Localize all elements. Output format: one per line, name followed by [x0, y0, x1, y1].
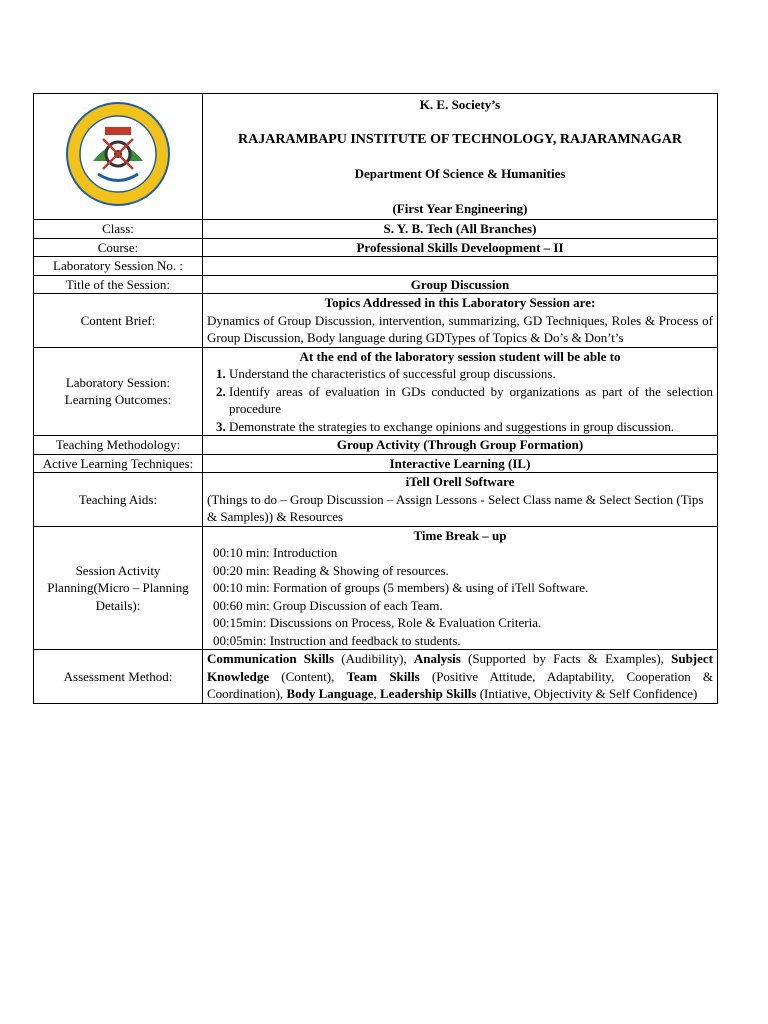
active-learning-label: Active Learning Techniques: [34, 454, 203, 473]
assessment-skill: Communication Skills [207, 651, 335, 666]
session-no-label: Laboratory Session No. : [34, 257, 203, 276]
planning-label: Session Activity Planning(Micro – Planning Details): [34, 526, 203, 650]
assessment-skill: Team Skills [346, 668, 420, 684]
assessment-detail: (Supported by Facts & Examples), [460, 651, 672, 666]
methodology-label: Teaching Methodology: [34, 436, 203, 455]
content-row [34, 294, 718, 348]
assessment-skill: Leadership Skills [380, 686, 477, 701]
logo-cell [34, 94, 203, 220]
header-text-cell [203, 94, 718, 220]
assessment-skill: Subject Knowledge [207, 651, 713, 684]
list-item: 00:10 min: Introduction [213, 545, 338, 560]
list-item: 00:15min: Discussions on Process, Role & Evaluation Criteria. [213, 615, 542, 630]
outcomes-label-line2: Learning Outcomes: [64, 392, 172, 408]
planning-cell [203, 526, 718, 650]
list-item: 1. Understand the characteristics of successful group discussions. [229, 365, 713, 383]
planning-row [34, 526, 718, 650]
institute-seal-icon [63, 99, 173, 209]
list-item: 00:60 min: Group Discussion of each Team. [213, 597, 443, 613]
active-learning-row [34, 454, 718, 473]
teaching-aids-label: Teaching Aids: [34, 473, 203, 527]
session-no-row [34, 257, 718, 276]
outcomes-cell [203, 347, 718, 436]
list-item: 3. Demonstrate the strategies to exchange opinions and suggestions in group discussion. [229, 418, 713, 436]
class-value: S. Y. B. Tech (All Branches) [203, 220, 718, 239]
course-row [34, 238, 718, 257]
outcomes-label [34, 347, 203, 436]
institute-name: RAJARAMBAPU INSTITUTE OF TECHNOLOGY, RAJARAMNAGAR [237, 131, 682, 147]
assessment-skill: Body Language [286, 686, 374, 701]
content-cell [203, 294, 718, 348]
list-item: 2. Identify areas of evaluation in GDs conducted by organizations as part of the selection procedure [229, 383, 713, 418]
assessment-label: Assessment Method: [34, 650, 203, 704]
course-value: Professional Skills Develoopment – II [203, 238, 718, 257]
active-learning-value: Interactive Learning (IL) [203, 454, 718, 473]
methodology-value: Group Activity (Through Group Formation) [203, 436, 718, 455]
society-name: K. E. Society’s [419, 97, 501, 112]
title-row [34, 275, 718, 294]
content-heading: Topics Addressed in this Laboratory Session are: [324, 295, 596, 310]
class-row [34, 220, 718, 239]
session-no-value [203, 257, 718, 276]
planning-heading: Time Break – up [413, 527, 507, 543]
list-item: 00:05min: Instruction and feedback to students. [213, 632, 461, 648]
methodology-row [34, 436, 718, 455]
list-item: 00:20 min: Reading & Showing of resources. [213, 562, 449, 578]
assessment-skill: Analysis [413, 651, 461, 666]
assessment-detail: (Positive Attitude, Adaptability, Cooperation & Coordination), [207, 668, 713, 701]
teaching-aids-heading: iTell Orell Software [405, 474, 515, 489]
course-label: Course: [34, 238, 203, 257]
outcomes-label-line1: Laboratory Session: [65, 374, 171, 390]
outcomes-row [34, 347, 718, 436]
assessment-text [203, 650, 718, 704]
header-row [34, 94, 718, 220]
title-label: Title of the Session: [34, 275, 203, 294]
year-label: (First Year Engineering) [392, 200, 528, 216]
teaching-aids-row [34, 473, 718, 527]
department-name: Department Of Science & Humanities [354, 166, 566, 181]
assessment-detail: (Audibility), [334, 651, 414, 666]
outcomes-heading: At the end of the laboratory session student will be able to [299, 348, 621, 364]
content-label: Content Brief: [34, 294, 203, 348]
assessment-detail: , [373, 686, 380, 701]
title-value: Group Discussion [203, 275, 718, 294]
assessment-detail: (Content), [269, 668, 347, 684]
list-item: 00:10 min: Formation of groups (5 members) & using of iTell Software. [213, 580, 589, 595]
assessment-detail: (Intiative, Objectivity & Self Confidence) [476, 686, 698, 701]
teaching-aids-text: (Things to do – Group Discussion – Assign Lessons - Select Class name & Select Section (Tips & Samples)) & Resources [207, 491, 704, 524]
outcomes-list [207, 365, 713, 435]
teaching-aids-cell [203, 473, 718, 527]
content-text: Dynamics of Group Discussion, intervention, summarizing, GD Techniques, Roles & Process of Group Discussion, Body language during GDTypes of Topics & Do’s & Don’t’s [207, 312, 713, 345]
session-plan-table [33, 93, 718, 704]
class-label: Class: [34, 220, 203, 239]
assessment-row [34, 650, 718, 704]
